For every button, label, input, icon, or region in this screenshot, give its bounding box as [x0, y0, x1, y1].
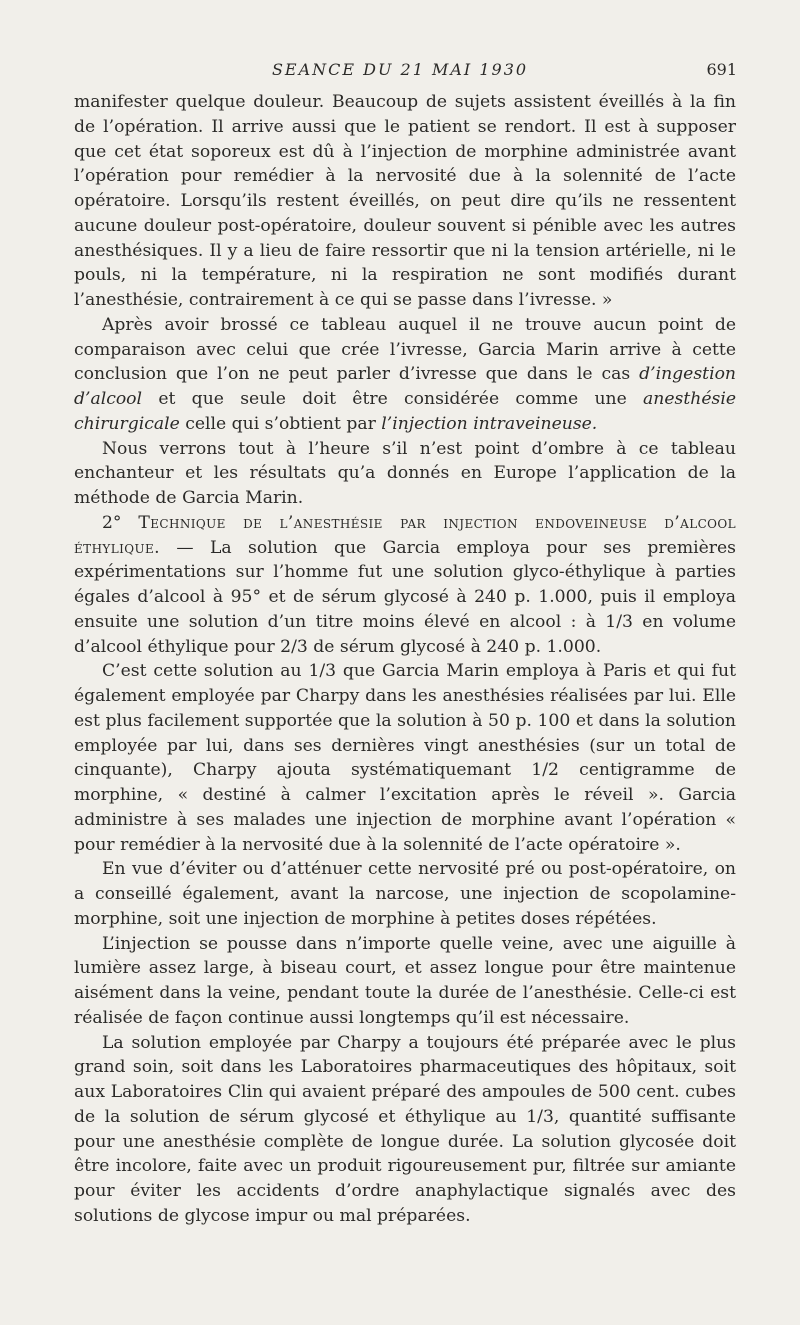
paragraph — [74, 1031, 736, 1229]
text-run: et que seule doit être considérée comme une — [142, 389, 644, 409]
italic-text-run: d’ingestion d’alcool — [74, 364, 736, 409]
paragraph — [74, 511, 736, 660]
text-run: C’est cette solution au 1/3 que Garcia Marin employa à Paris et qui fut également employée par Charpy dans les anesthésies réalisées par lui. Elle est plus facilement supportée que la solution à 50 p. 100 et dans la solution employée par lui, dans ses dernières vingt anesthésies (sur un total de cinquante), Charpy ajouta systématiquemant 1/2 centigramme de morphine, « destiné à calmer l’excitation après le réveil ». Garcia administre à ses malades une injection de morphine avant l’opération « pour remédier à la nervosité due à la solennité de l’acte opératoire ». — [74, 661, 736, 855]
page-number: 691 — [706, 60, 737, 79]
running-title: SEANCE DU 21 MAI 1930 — [271, 60, 529, 79]
text-run: La solution employée par Charpy a toujours été préparée avec le plus grand soin, soit dans les Laboratoires pharmaceutiques des hôpitaux, soit aux Laboratoires Clin qui avaient préparé des ampoules de 500 cent. cubes de la solution de sérum glycosé et éthylique au 1/3, quantité suffisante pour une anesthésie complète de longue durée. La solution glycosée doit être incolore, faite avec un produit rigoureusement pur, filtrée sur amiante pour éviter les accidents d’ordre anaphylactique signalés avec des solutions de glycose impur ou mal préparées. — [74, 1032, 736, 1226]
text-run: celle qui s’obtient par — [179, 413, 382, 434]
text-run: manifester quelque douleur. Beaucoup de sujets assistent éveillés à la fin de l’opération. Il arrive aussi que le patient se rendort. Il est à supposer que cet état soporeux est dû à l’injection de morphine administrée avant l’opération pour remédier à la nervosité due à la solennité de l’acte opératoire. Lorsqu’ils restent éveillés, on peut dire qu’ils ne ressentent aucune douleur post-opératoire, douleur souvent si pénible avec les autres anesthésiques. Il y a lieu de faire ressortir que ni la tension artérielle, ni le pouls, ni la température, ni la respiration ne sont modifiés durant l’anesthésie, contrairement à ce qui se passe dans l’ivresse. » — [74, 92, 736, 310]
text-run: En vue d’éviter ou d’atténuer cette nervosité pré ou post-opératoire, on a conseillé également, avant la narcose, une injection de scopolamine-morphine, soit une injection de morphine à petites doses répétées. — [74, 859, 736, 929]
text-run: Après avoir brossé ce tableau auquel il ne trouve aucun point de comparaison avec celui que crée l’ivresse, Garcia Marin arrive à cette conclusion que l’on ne peut parler d’ivresse que dans le cas — [74, 314, 736, 385]
paragraph — [74, 932, 736, 1031]
section-heading: Technique de l’anesthésie par injection endoveineuse d’alcool éthylique. — [74, 512, 736, 558]
paragraph — [74, 313, 736, 437]
text-run: L’injection se pousse dans n’importe quelle veine, avec une aiguille à lumière assez large, à biseau court, et assez longue pour être maintenue aisément dans la veine, pendant toute la durée de l’anesthésie. Celle-ci est réalisée de façon continue aussi longtemps qu’il est nécessaire. — [74, 933, 736, 1028]
text-run: — La solution que Garcia employa pour ses premières expérimentations sur l’homme fut une solution glyco-éthylique à parties égales d’alcool à 95° et de sérum glycosé à 240 p. 1.000, puis il employa ensuite une solution d’un titre moins élevé en alcool : à 1/3 en volume d’alcool éthylique pour 2/3 de sérum glycosé à 240 p. 1.000. — [74, 537, 736, 657]
paragraph — [74, 857, 736, 931]
running-head — [0, 60, 800, 84]
text-run: 2° — [102, 512, 139, 533]
paragraph — [74, 437, 736, 511]
paragraph — [74, 90, 736, 313]
italic-text-run: l’injection intraveineuse. — [381, 413, 598, 434]
text-run: Nous verrons tout à l’heure s’il n’est point d’ombre à ce tableau enchanteur et les résultats qu’a donnés en Europe l’application de la méthode de Garcia Marin. — [74, 438, 736, 508]
italic-text-run: anesthésie chirurgicale — [74, 389, 736, 434]
body-text — [74, 90, 736, 1229]
paragraph — [74, 659, 736, 857]
